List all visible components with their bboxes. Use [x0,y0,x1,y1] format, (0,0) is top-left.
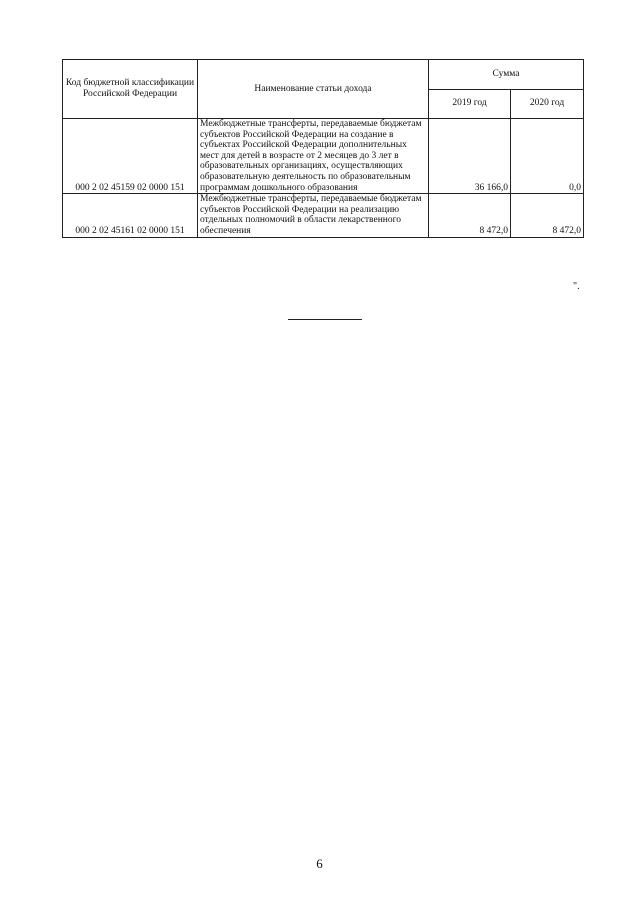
row-revenue-name: Межбюджетные трансферты, передаваемые бюджетам субъектов Российской Федерации на реализацию отдельных полномочий в области лекарственного обеспечения [198,194,429,237]
section-divider-line [288,319,362,320]
header-sum: Сумма [429,60,584,90]
row-revenue-name: Межбюджетные трансферты, передаваемые бюджетам субъектов Российской Федерации на создание в субъектах Российской Федерации дополнительных мест для детей в возрасте от 2 месяцев до 3 лет в образовательных организациях, осуществляющих образовательную деятельность по образовательным программам дошкольного образования [198,119,429,194]
header-year-2020: 2020 год [511,89,584,119]
page-number: 6 [316,856,323,871]
row-amount-2019: 8 472,0 [429,194,511,237]
closing-quote-mark: ". [573,281,580,292]
row-budget-code: 000 2 02 45159 02 0000 151 [63,119,198,194]
header-revenue-name: Наименование статьи дохода [198,60,429,119]
header-budget-code: Код бюджетной классификации Российской Федерации [63,60,198,119]
table-row [63,194,584,237]
table-row [63,119,584,194]
row-amount-2020: 8 472,0 [511,194,584,237]
table-header-row [63,60,584,90]
revenue-table [62,59,584,238]
header-year-2019: 2019 год [429,89,511,119]
row-amount-2020: 0,0 [511,119,584,194]
row-amount-2019: 36 166,0 [429,119,511,194]
row-budget-code: 000 2 02 45161 02 0000 151 [63,194,198,237]
